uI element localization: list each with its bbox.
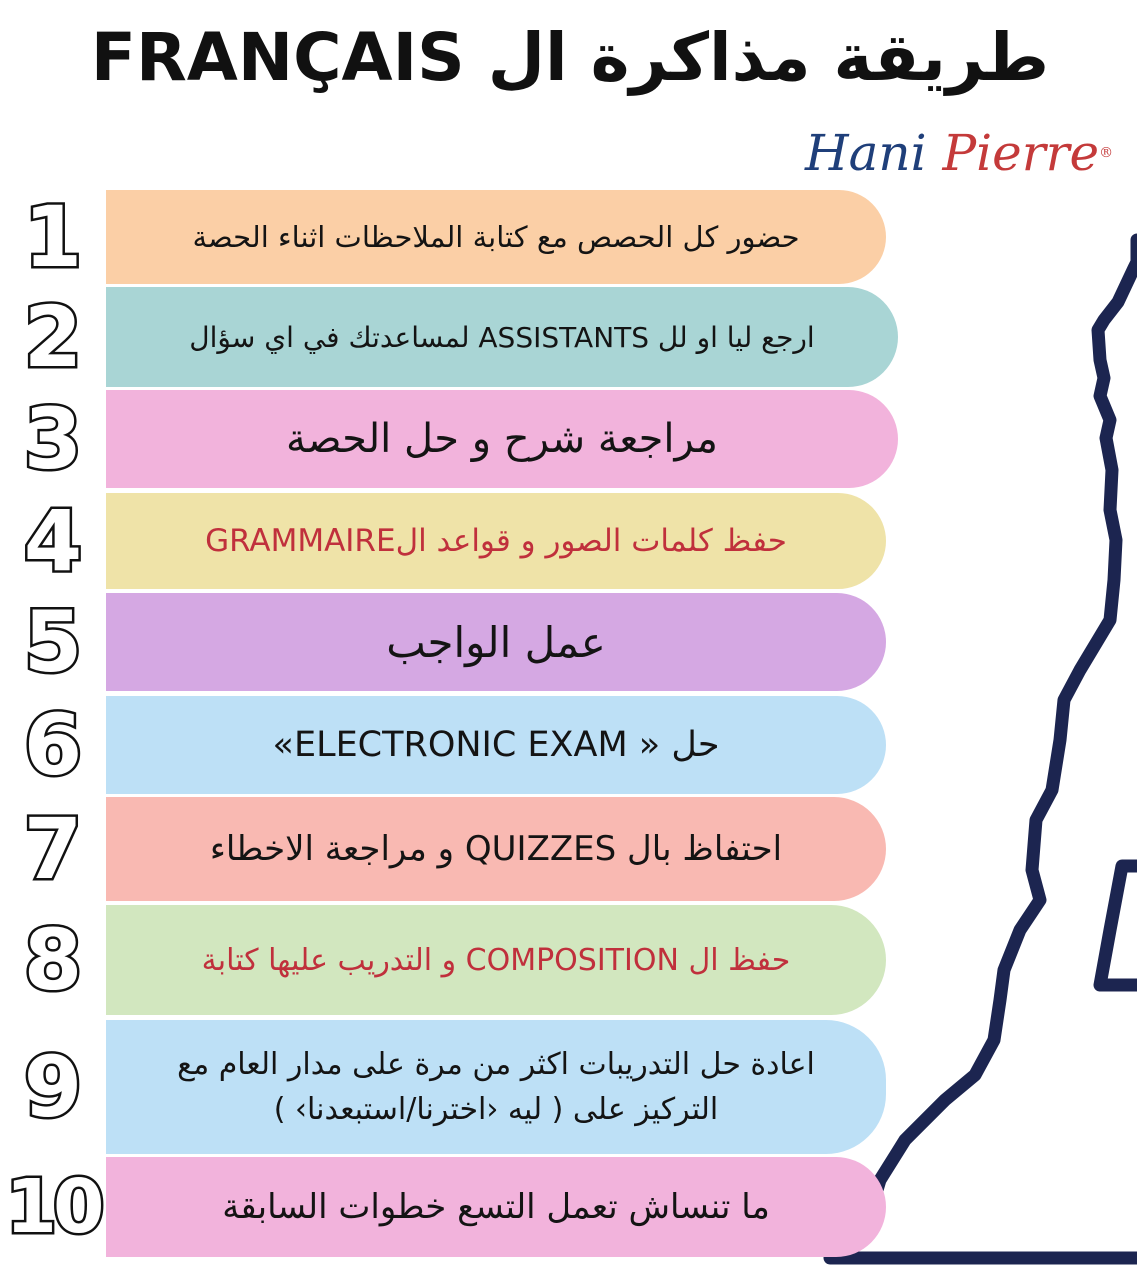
step-text: حفظ كلمات الصور و قواعد الGRAMMAIRE (205, 523, 787, 559)
step-text: حفظ ال COMPOSITION و التدريب عليها كتابة (201, 942, 791, 978)
step-text: ما تنساش تعمل التسع خطوات السابقة (222, 1187, 770, 1227)
step-pill (106, 190, 886, 284)
step-number: 3 (23, 390, 83, 488)
step-text: احتفاظ بال QUIZZES و مراجعة الاخطاء (209, 829, 783, 869)
step-number: 2 (23, 288, 83, 386)
step-pill (106, 905, 886, 1015)
step-number: 6 (23, 696, 83, 794)
list-item (0, 1020, 1137, 1154)
brand-logo (805, 118, 1135, 188)
list-item (0, 1157, 1137, 1257)
step-text: اعادة حل التدريبات اكثر من مرة على مدار العام مع التركيز على ( ليه ‹اخترنا/استبعدنا› ) (177, 1047, 815, 1127)
step-number: 10 (5, 1164, 101, 1250)
list-item (0, 593, 1137, 691)
list-item (0, 696, 1137, 794)
list-item (0, 287, 1137, 387)
list-item (0, 493, 1137, 589)
logo-last-name: Pierre (942, 124, 1100, 182)
list-item (0, 190, 1137, 284)
step-text: عمل الواجب (386, 617, 606, 667)
step-text: حضور كل الحصص مع كتابة الملاحظات اثناء الحصة (192, 220, 800, 254)
step-pill (106, 1020, 886, 1154)
step-pill (106, 287, 898, 387)
step-number: 5 (23, 593, 83, 691)
logo-first-name: Hani (805, 124, 927, 182)
step-pill (106, 390, 898, 488)
step-number: 9 (23, 1038, 83, 1136)
step-number: 8 (23, 911, 83, 1009)
step-number: 4 (23, 492, 83, 590)
step-number: 7 (23, 800, 83, 898)
list-item (0, 905, 1137, 1015)
step-pill (106, 593, 886, 691)
page-title: طريقة مذاكرة ال FRANÇAIS (90, 19, 1050, 96)
step-pill (106, 1157, 886, 1257)
step-number: 1 (23, 188, 83, 286)
step-pill (106, 797, 886, 901)
list-item (0, 390, 1137, 488)
logo-registered-mark: ® (1099, 145, 1114, 161)
step-pill (106, 493, 886, 589)
step-text: ارجع ليا او لل ASSISTANTS لمساعدتك في اي سؤال (189, 320, 815, 354)
step-text: مراجعة شرح و حل الحصة (286, 416, 718, 462)
step-text: حل « ELECTRONIC EXAM» (272, 725, 720, 765)
step-pill (106, 696, 886, 794)
list-item (0, 797, 1137, 901)
